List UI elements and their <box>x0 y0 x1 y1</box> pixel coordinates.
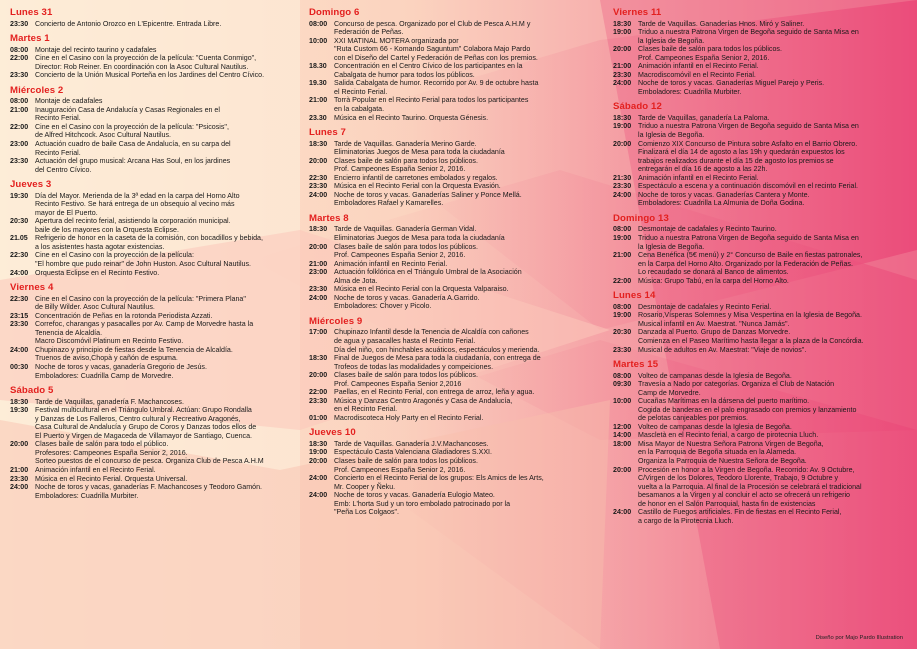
event-time: 24:00 <box>10 268 29 277</box>
event-row <box>10 363 300 380</box>
event-row <box>309 294 601 311</box>
event-description: Paellas, en el Recinto Ferial, con entrega de arroz, leña y agua. <box>334 388 535 397</box>
event-row <box>309 388 601 397</box>
event-row <box>309 491 601 517</box>
event-description: Animación infantil en Recinto Ferial. <box>334 259 448 268</box>
event-time: 21:00 <box>613 62 632 71</box>
event-description: Día del Mayor. Merienda de la 3ª edad en la carpa del Horno Alto Recinto Festivo. Se hará entrega de un obsequio al vecino más mayor de El Puerto. <box>35 191 240 217</box>
event-row <box>10 295 300 312</box>
event-description: Concentración en el Centro Cívico de los participantes en la Cabalgata de humor para todos los públicos. <box>334 62 523 79</box>
event-row <box>10 269 300 278</box>
event-row <box>613 440 909 466</box>
event-description: Noche de toros y vacas, ganadería Gregorio de Jesús. Emboladores: Cuadrilla Camp de Morvedre. <box>35 363 207 380</box>
event-row <box>309 354 601 371</box>
event-row <box>613 45 909 62</box>
event-row <box>613 71 909 80</box>
event-time: 23:30 <box>309 182 328 191</box>
event-row <box>309 79 601 96</box>
event-time: 23:00 <box>10 139 29 148</box>
event-description: Música y Danzas Centro Aragonés y Casa de Andalucía, en el Recinto Ferial. <box>334 396 513 414</box>
event-time: 24:00 <box>309 491 328 500</box>
event-row <box>10 483 300 500</box>
design-credit: Diseño por Majo Pardo Illustration <box>815 635 903 641</box>
event-description: Cine en el Casino con la proyección de la película: "El hombre que pudo reinar" de John Huston. Asoc Cultural Nautilus. <box>35 251 251 269</box>
event-time: 18.30 <box>309 62 327 71</box>
event-row <box>309 157 601 174</box>
event-row <box>10 106 300 123</box>
event-description: Clases baile de salón para todos los públicos. Prof. Campeones España Senior 2, 2016. <box>638 45 782 62</box>
event-row <box>10 346 300 363</box>
event-time: 20:00 <box>613 139 632 148</box>
event-row <box>309 140 601 157</box>
event-description: Triduo a nuestra Patrona Virgen de Begoña seguido de Santa Misa en la Iglesia de Begoña. <box>638 28 859 45</box>
event-row <box>10 312 300 321</box>
event-row <box>309 260 601 269</box>
event-time: 18:30 <box>309 354 328 363</box>
event-description: Clases baile de salón para todos los públicos. Prof. Campeones España Senior 2, 2016. <box>334 457 478 474</box>
event-time: 20:00 <box>309 156 328 165</box>
event-row <box>10 320 300 346</box>
event-row <box>613 277 909 286</box>
event-row <box>309 474 601 491</box>
event-time: 24:00 <box>613 190 632 199</box>
event-description: XXI MATINAL MOTERA organizada por "Ruta Custom 66 - Komando Saguntum" Colabora Majo Pardo con el Diseño del Cartel y Federación de Peñas con los premios. <box>334 36 538 62</box>
event-description: Triduo a nuestra Patrona Virgen de Begoña seguido de Santa Misa en la Iglesia de Begoña. <box>638 122 859 140</box>
event-row <box>10 398 300 407</box>
event-time: 22:30 <box>10 251 29 260</box>
event-description: Animación infantil en el Recinto Ferial. <box>638 173 759 182</box>
day-heading: Lunes 31 <box>10 7 53 18</box>
event-row <box>309 448 601 457</box>
event-time: 18:30 <box>309 225 328 234</box>
event-time: 18:30 <box>613 113 632 122</box>
event-time: 20:00 <box>309 457 328 466</box>
event-description: Concierto de la Unión Musical Porteña en los Jardines del Centro Cívico. <box>35 71 265 80</box>
event-description: Noche de toros y vacas. Ganadería Eulogio Mateo. Emb: L'horta Sud y un toro embolado patrocinado por la "Peña Los Colgaos". <box>334 491 511 517</box>
event-time: 19:00 <box>613 122 632 131</box>
event-time: 20:00 <box>309 371 328 380</box>
event-time: 19:30 <box>10 406 29 415</box>
event-row <box>309 114 601 123</box>
event-time: 17:00 <box>309 328 328 337</box>
event-description: Noche de toros y vacas. Ganadería A.Garrido. Emboladores: Chover y Picolo. <box>334 293 480 311</box>
event-row <box>613 62 909 71</box>
event-description: Noche de toros y vacas. Ganaderías Saliner y Ponce Mellá. Emboladores Rafael y Kamarelles. <box>334 190 522 208</box>
event-time: 10:00 <box>613 397 632 406</box>
event-description: Montaje de cadafales <box>35 97 103 106</box>
event-time: 21:00 <box>613 251 632 260</box>
event-description: Actuación folklórica en el Triángulo Umbral de la Asociación Alma de Jota. <box>334 268 522 285</box>
event-time: 23:30 <box>613 345 632 354</box>
day-heading: Miércoles 9 <box>309 315 363 327</box>
event-description: Espectáculo a escena y a continuación discomóvil en el recinto Ferial. <box>638 182 859 191</box>
event-time: 10:00 <box>309 36 328 45</box>
event-row <box>613 20 909 29</box>
event-description: Clases baile de salón para todos los públicos. Prof. Campeones España Senior 2, 2016. <box>334 156 478 174</box>
event-row <box>10 251 300 268</box>
event-row <box>613 380 909 397</box>
event-description: Encierro infantil de carretones embolados y regalos. <box>334 173 498 182</box>
event-row <box>309 174 601 183</box>
event-description: Desmontaje de cadafales y Recinto Ferial. <box>638 302 772 311</box>
event-row <box>309 457 601 474</box>
event-time: 08:00 <box>613 302 632 311</box>
event-time: 19:00 <box>613 311 632 320</box>
event-description: Comienzo XIX Concurso de Pintura sobre Asfalto en el Barrio Obrero. Finalizará el día 14 de agosto a las 19h y quedarán expuestos los trabajos realizados durante el día 15 de agosto los premios se entregarán el día 16 de agosto a las 22h. <box>638 139 858 174</box>
event-description: Tarde de Vaquillas. Ganaderías Hnos. Miró y Saliner. <box>638 19 805 28</box>
event-description: Mascletà en el Recinto ferial, a cargo de pirotecnia Lluch. <box>638 431 819 440</box>
event-row <box>613 79 909 96</box>
event-row <box>613 114 909 123</box>
event-description: Salida Cabalgata de humor. Recorrido por Av. 9 de octubre hasta el Recinto Ferial. <box>334 79 539 96</box>
event-description: Concentración de Peñas en la rotonda Periodista Azzati. <box>35 311 213 320</box>
event-time: 22:00 <box>309 388 328 397</box>
event-time: 23:30 <box>613 70 632 79</box>
event-time: 18:30 <box>309 139 328 148</box>
event-row <box>10 466 300 475</box>
event-description: Noche de toros y vacas, ganaderías F. Machancoses y Teodoro Gamón. Emboladores: Cuadrilla Murbiter. <box>35 483 262 500</box>
event-row <box>613 28 909 45</box>
event-row <box>613 182 909 191</box>
event-time: 23.30 <box>309 113 327 122</box>
event-description: Clases baile de salón para todos los públicos. Prof. Campeones España Senior 2, 2016. <box>334 242 478 260</box>
event-time: 20:00 <box>613 45 632 54</box>
event-row <box>10 440 300 466</box>
event-time: 24:00 <box>309 293 328 302</box>
column-1 <box>10 8 300 500</box>
event-description: Clases baile de salón para todo el público. Profesores: Campeones España Senior 2, 2016. Sorteo puestos de el concurso de pesca. Organiza Club de Pesca A.H.M <box>35 440 264 466</box>
event-time: 21.05 <box>10 234 28 243</box>
day-heading: Lunes 7 <box>309 127 346 139</box>
event-description: Cine en el Casino con la proyección de la película: "Primera Plana" de Billy Wilder. Asoc Cultural Nautilus. <box>35 294 246 312</box>
event-row <box>613 431 909 440</box>
event-row <box>613 466 909 509</box>
event-description: Música en el Recinto Ferial con la Orquesta Evasión. <box>334 182 501 191</box>
event-row <box>309 414 601 423</box>
event-row <box>10 157 300 174</box>
event-description: Refrigerio de honor en la caseta de la comisión, con bocadillos y bebida, a los asistentes hasta agotar existencias. <box>35 234 263 251</box>
event-row <box>613 122 909 139</box>
event-row <box>613 346 909 355</box>
event-description: Desmontaje de cadafales y Recinto Taurino. <box>638 225 777 234</box>
event-row <box>10 234 300 251</box>
event-time: 24:00 <box>10 345 29 354</box>
event-time: 24:00 <box>309 190 328 199</box>
event-row <box>10 46 300 55</box>
event-time: 20:00 <box>613 465 632 474</box>
event-time: 18:00 <box>613 439 632 448</box>
day-heading: Martes 15 <box>613 359 659 371</box>
event-time: 09:30 <box>613 380 632 389</box>
event-time: 19:00 <box>613 233 632 242</box>
event-row <box>10 406 300 440</box>
event-time: 24:00 <box>613 508 632 517</box>
event-description: Volteo de campanas desde la Iglesia de Begoña. <box>638 371 792 380</box>
event-time: 21:30 <box>613 173 632 182</box>
event-description: Noche de toros y vacas. Ganaderías Miguel Parejo y Peris. Emboladores: Cuadrilla Murbiter. <box>638 79 825 96</box>
event-row <box>309 191 601 208</box>
event-description: Actuación cuadro de baile Casa de Andalucía, en su carpa del Recinto Ferial. <box>35 139 231 157</box>
event-row <box>10 54 300 71</box>
event-row <box>309 285 601 294</box>
event-description: Música en el Recinto Ferial con la Orquesta Valparaiso. <box>334 285 509 294</box>
event-time: 22:30 <box>10 294 29 303</box>
event-row <box>309 96 601 113</box>
event-row <box>10 140 300 157</box>
event-description: Volteo de campanas desde la Iglesia de Begoña. <box>638 422 792 431</box>
event-row <box>613 174 909 183</box>
day-heading: Viernes 4 <box>10 282 54 294</box>
event-description: Tarde de Vaquillas. Ganadería German Vidal. Eliminatorias Juegos de Mesa para toda la ciudadanía <box>334 225 505 242</box>
event-description: Procesión en honor a la Virgen de Begoña. Recorrido: Av. 9 Octubre, C/Virgen de los Dolores, Teodoro Llorente, Trabajo, 9 Octubre y vuelta a la Parroquia. Al final de la Procesión se celebrará el tradicional besamanos a la Virgen y al concluir el acto se ofrecerá un refrigerio de honor en el Salón Parroquial, hasta fin de existencias <box>638 465 862 508</box>
event-time: 19:00 <box>613 28 632 37</box>
event-time: 18:30 <box>309 439 328 448</box>
event-description: Tarde de Vaquillas, ganadería La Paloma. <box>638 113 770 122</box>
event-description: Tarde de Vaquillas, ganadería F. Machancoses. <box>35 397 184 406</box>
event-row <box>309 440 601 449</box>
event-time: 08:00 <box>613 371 632 380</box>
event-row <box>613 372 909 381</box>
event-description: Misa Mayor de Nuestra Señora Patrona Virgen de Begoña, en la Parroquia de Begoña situada en la Alameda. Organiza la Parroquia de Nuestra Señora de Begoña. <box>638 439 824 466</box>
event-time: 12:00 <box>613 422 632 431</box>
event-row <box>309 182 601 191</box>
event-time: 23:15 <box>10 311 29 320</box>
event-row <box>309 37 601 63</box>
event-row <box>10 123 300 140</box>
event-time: 23:30 <box>309 396 328 405</box>
event-description: Danzada al Puerto. Grupo de Danzas Morvedre. Comienza en el Paseo Marítimo hasta llegar a la plaza de la Concórdia. <box>638 328 864 345</box>
event-time: 22:30 <box>309 173 328 182</box>
day-heading: Martes 1 <box>10 33 50 45</box>
day-heading: Lunes 14 <box>613 290 656 302</box>
event-time: 08:00 <box>10 45 29 54</box>
event-row <box>309 62 601 79</box>
event-time: 23:30 <box>10 474 29 483</box>
event-description: Travesía a Nado por categorías. Organiza el Club de Natación Camp de Morvedre. <box>638 380 835 397</box>
event-description: Noche de toros y vacas. Ganaderías Cantera y Monte. Emboladores: Cuadrilla La Almunia de Doña Godina. <box>638 190 810 208</box>
event-row <box>613 328 909 345</box>
event-time: 22:00 <box>10 122 29 131</box>
event-description: Música en el Recinto Ferial. Orquesta Universal. <box>35 474 188 483</box>
day-heading: Jueves 10 <box>309 427 356 439</box>
event-row <box>10 192 300 218</box>
event-description: Correfoc, charangas y pasacalles por Av. Camp de Morvedre hasta la Tenencia de Alcaldía. Macro Discomóvil Platinum en Recinto Festivo. <box>35 320 254 346</box>
event-row <box>309 397 601 414</box>
event-time: 21:00 <box>10 105 29 114</box>
event-row <box>613 311 909 328</box>
event-description: Musical de adultos en Av. Maestrat: "Viaje de novios". <box>638 345 807 354</box>
day-heading: Domingo 6 <box>309 7 360 18</box>
event-description: Rosario,Vísperas Solemnes y Misa Vespertina en la Iglesia de Begoña. Musical infantil en Av. Maestrat. "Nunca Jamás". <box>638 311 862 328</box>
event-time: 21:00 <box>10 465 29 474</box>
day-heading: Sábado 5 <box>10 385 54 397</box>
event-description: Tarde de Vaquillas. Ganadería J.V.Machancoses. <box>334 439 489 448</box>
event-row <box>613 140 909 174</box>
event-time: 08:00 <box>613 225 632 234</box>
event-time: 23:30 <box>309 285 328 294</box>
event-time: 20:00 <box>309 242 328 251</box>
column-2 <box>309 8 601 517</box>
day-heading: Domingo 13 <box>613 212 669 224</box>
column-3 <box>613 8 909 525</box>
event-row <box>10 475 300 484</box>
event-row <box>309 225 601 242</box>
event-time: 21:00 <box>309 96 328 105</box>
event-time: 20:30 <box>10 217 29 226</box>
event-description: Final de Juegos de Mesa para toda la ciudadanía, con entrega de Trofeos de todas las modalidades y compeiciones. <box>334 354 541 371</box>
event-time: 23:30 <box>10 157 29 166</box>
event-description: Chupinazo Infantil desde la Tenencia de Alcaldía con cañones de agua y pasacalles hasta el Recinto Ferial. Día del niño, con hinchables acuáticos, espectáculos y merienda. <box>334 328 540 354</box>
event-description: Concierto en el Recinto Ferial de los grupos: Els Amics de les Arts, Mr. Cooper y Ñeku. <box>334 474 544 491</box>
event-description: Chupinazo y principio de fiestas desde la Tenencia de Alcaldía. Truenos de aviso,Chopà y cañón de espuma. <box>35 345 233 363</box>
event-time: 23:30 <box>613 182 632 191</box>
event-time: 08:00 <box>10 97 29 106</box>
event-description: Macrodiscoteca Holy Party en el Recinto Ferial. <box>334 413 484 422</box>
day-heading: Martes 8 <box>309 212 349 224</box>
event-row <box>613 191 909 208</box>
event-row <box>309 268 601 285</box>
day-heading: Miércoles 2 <box>10 84 64 96</box>
event-row <box>10 71 300 80</box>
event-time: 01:00 <box>309 413 328 422</box>
event-description: Festival multicultural en el Triángulo Umbral. Actúan: Grupo Rondalla y Danzas de Los Falleros, Centro cultural y Recreativo Aragonés, Casa Cultural de Andalucía y Grupo de Coros y Danzas todos ellos de El Puerto y Virgen de Magaceda de Villamayor de Santiago, Cuenca. <box>35 406 257 440</box>
event-description: Cine en el Casino con la proyección de la película: "Cuenta Conmigo", Director: Rob Reiner. En coordinación con la Asoc Cultural Nautilus. <box>35 54 257 71</box>
event-row <box>309 243 601 260</box>
event-row <box>10 217 300 234</box>
event-time: 21:00 <box>309 259 328 268</box>
event-time: 18:30 <box>10 397 29 406</box>
event-description: Actuación del grupo musical: Arcana Has Soul, en los jardines del Centro Cívico. <box>35 157 231 174</box>
event-description: Montaje del recinto taurino y cadafales <box>35 45 157 54</box>
event-time: 14:00 <box>613 431 632 440</box>
day-heading: Jueves 3 <box>10 179 52 191</box>
event-time: 22:00 <box>613 276 632 285</box>
event-description: Torrà Popular en el Recinto Ferial para todos los participantes en la cabalgata. <box>334 96 529 113</box>
event-time: 24:00 <box>309 474 328 483</box>
event-description: Música: Grupo Tabú, en la carpa del Horno Alto. <box>638 276 789 285</box>
event-time: 23:30 <box>10 19 29 28</box>
event-description: Concierto de Antonio Orozco en L'Epicentre. Entrada Libre. <box>35 19 222 28</box>
event-row <box>613 423 909 432</box>
event-row <box>309 20 601 37</box>
event-description: Inauguración Casa de Andalucía y Casas Regionales en el Recinto Ferial. <box>35 105 220 123</box>
event-description: Apertura del recinto ferial, asistiendo la corporación municipal. baile de los mayores con la Orquesta Eclipse. <box>35 217 231 234</box>
event-row <box>613 251 909 277</box>
event-row <box>613 508 909 525</box>
event-time: 20:00 <box>10 440 29 449</box>
event-description: Cena Benéfica (5€ menú) y 2° Concurso de Baile en fiestas patronales, en la Carpa del Horno Alto. Organizado por la Federación de Peñas. Lo recaudado se donará al Banco de alimentos. <box>638 251 863 277</box>
event-description: Clases baile de salón para todos los públicos. Prof. Campeones España Senior 2,2016 <box>334 371 478 388</box>
event-description: Animación infantil en el Recinto Ferial. <box>638 62 759 71</box>
event-description: Tarde de Vaquillas. Ganadería Merino Garde. Eliminatorias Juegos de Mesa para toda la ciudadanía <box>334 139 505 157</box>
event-row <box>309 328 601 354</box>
event-description: Orquesta Eclipse en el Recinto Festivo. <box>35 268 160 277</box>
event-time: 23:00 <box>309 268 328 277</box>
event-row <box>613 397 909 423</box>
event-description: Triduo a nuestra Patrona Virgen de Begoña seguido de Santa Misa en la Iglesia de Begoña. <box>638 233 859 251</box>
event-description: Macrodiscomóvil en el Recinto Ferial. <box>638 70 756 79</box>
event-time: 00:30 <box>10 363 29 371</box>
event-row <box>10 97 300 106</box>
event-time: 18:30 <box>613 19 632 28</box>
event-time: 20:30 <box>613 328 632 337</box>
event-description: Cine en el Casino con la proyección de la película: "Psicosis", de Alfred Hitchcock. Asoc Cultural Nautilus. <box>35 122 229 140</box>
event-time: 22:00 <box>10 54 29 63</box>
event-time: 23:30 <box>10 320 29 329</box>
event-row <box>613 225 909 234</box>
event-row <box>613 303 909 312</box>
event-row <box>613 234 909 251</box>
event-time: 19.30 <box>309 79 327 88</box>
event-description: Animación infantil en el Recinto Ferial. <box>35 465 156 474</box>
event-description: Castillo de Fuegos artificiales. Fin de fiestas en el Recinto Ferial, a cargo de la Pirotecnia Lluch. <box>638 508 842 525</box>
event-description: Concurso de pesca. Organizado por el Club de Pesca A.H.M y Federación de Peñas. <box>334 19 531 37</box>
event-time: 24:00 <box>10 483 29 492</box>
event-time: 19:30 <box>10 191 29 200</box>
event-row <box>309 371 601 388</box>
event-description: Música en el Recinto Taurino. Orquesta Génesis. <box>334 113 489 122</box>
event-time: 08:00 <box>309 19 328 28</box>
day-heading: Viernes 11 <box>613 7 662 18</box>
event-time: 24:00 <box>613 79 632 88</box>
event-description: Cucañas Marítimas en la dársena del puerto marítimo. Cogida de banderas en el palo engrasado con premios y lanzamiento de pelotas canjeables por premios. <box>638 397 857 423</box>
event-time: 19:00 <box>309 448 328 457</box>
event-row <box>10 20 300 29</box>
event-time: 23:30 <box>10 71 29 80</box>
event-description: Espectáculo Casta Valenciana Gladiadores S.XXI. <box>334 448 492 457</box>
day-heading: Sábado 12 <box>613 101 662 113</box>
